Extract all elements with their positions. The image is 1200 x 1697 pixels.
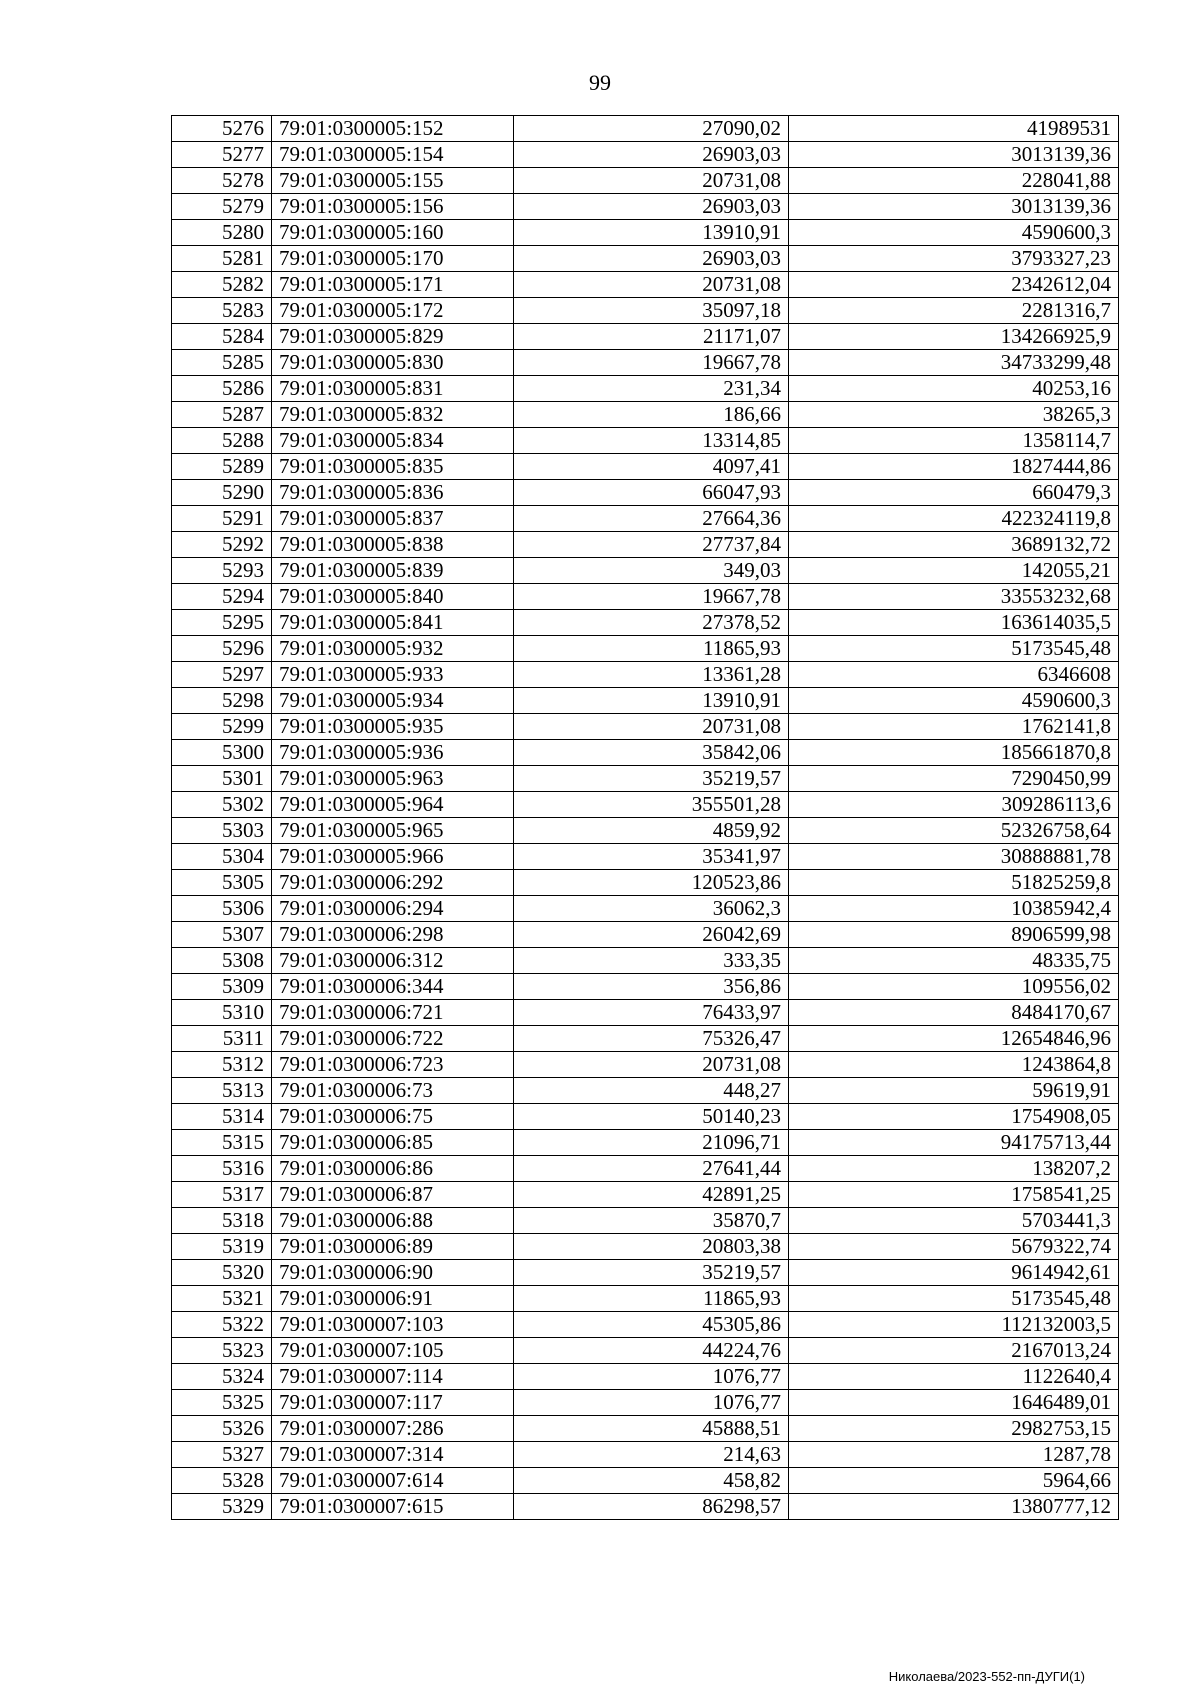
- area-cell: 35341,97: [514, 844, 789, 870]
- row-number-cell: 5322: [172, 1312, 272, 1338]
- row-number-cell: 5283: [172, 298, 272, 324]
- area-cell: 20731,08: [514, 168, 789, 194]
- cadastral-number-cell: 79:01:0300007:615: [272, 1494, 514, 1520]
- cadastral-number-cell: 79:01:0300005:934: [272, 688, 514, 714]
- table-row: [172, 506, 1119, 532]
- table-row: [172, 1468, 1119, 1494]
- cadastral-number-cell: 79:01:0300006:722: [272, 1026, 514, 1052]
- row-number-cell: 5312: [172, 1052, 272, 1078]
- cadastral-number-cell: 79:01:0300007:103: [272, 1312, 514, 1338]
- cadastral-number-cell: 79:01:0300006:85: [272, 1130, 514, 1156]
- cadastral-value-cell: 8906599,98: [789, 922, 1119, 948]
- table-row: [172, 376, 1119, 402]
- cadastral-number-cell: 79:01:0300007:314: [272, 1442, 514, 1468]
- cadastral-value-cell: 142055,21: [789, 558, 1119, 584]
- cadastral-number-cell: 79:01:0300007:117: [272, 1390, 514, 1416]
- area-cell: 35842,06: [514, 740, 789, 766]
- table-row: [172, 298, 1119, 324]
- table-row: [172, 324, 1119, 350]
- area-cell: 4859,92: [514, 818, 789, 844]
- cadastral-value-cell: 9614942,61: [789, 1260, 1119, 1286]
- cadastral-number-cell: 79:01:0300005:155: [272, 168, 514, 194]
- row-number-cell: 5278: [172, 168, 272, 194]
- cadastral-number-cell: 79:01:0300006:723: [272, 1052, 514, 1078]
- area-cell: 1076,77: [514, 1390, 789, 1416]
- table-row: [172, 1156, 1119, 1182]
- area-cell: 44224,76: [514, 1338, 789, 1364]
- cadastral-number-cell: 79:01:0300006:721: [272, 1000, 514, 1026]
- area-cell: 45888,51: [514, 1416, 789, 1442]
- row-number-cell: 5289: [172, 454, 272, 480]
- cadastral-value-cell: 8484170,67: [789, 1000, 1119, 1026]
- cadastral-value-cell: 228041,88: [789, 168, 1119, 194]
- area-cell: 35097,18: [514, 298, 789, 324]
- area-cell: 42891,25: [514, 1182, 789, 1208]
- row-number-cell: 5290: [172, 480, 272, 506]
- cadastral-number-cell: 79:01:0300007:114: [272, 1364, 514, 1390]
- area-cell: 349,03: [514, 558, 789, 584]
- cadastral-value-cell: 51825259,8: [789, 870, 1119, 896]
- table-row: [172, 610, 1119, 636]
- area-cell: 35219,57: [514, 766, 789, 792]
- area-cell: 20731,08: [514, 714, 789, 740]
- row-number-cell: 5317: [172, 1182, 272, 1208]
- row-number-cell: 5309: [172, 974, 272, 1000]
- table-row: [172, 142, 1119, 168]
- row-number-cell: 5315: [172, 1130, 272, 1156]
- cadastral-number-cell: 79:01:0300005:156: [272, 194, 514, 220]
- area-cell: 355501,28: [514, 792, 789, 818]
- area-cell: 448,27: [514, 1078, 789, 1104]
- table-row: [172, 636, 1119, 662]
- cadastral-value-cell: 40253,16: [789, 376, 1119, 402]
- row-number-cell: 5287: [172, 402, 272, 428]
- area-cell: 27737,84: [514, 532, 789, 558]
- table-row: [172, 532, 1119, 558]
- row-number-cell: 5292: [172, 532, 272, 558]
- row-number-cell: 5285: [172, 350, 272, 376]
- cadastral-value-cell: 309286113,6: [789, 792, 1119, 818]
- cadastral-number-cell: 79:01:0300005:170: [272, 246, 514, 272]
- area-cell: 26903,03: [514, 246, 789, 272]
- area-cell: 35219,57: [514, 1260, 789, 1286]
- row-number-cell: 5310: [172, 1000, 272, 1026]
- table-row: [172, 1312, 1119, 1338]
- area-cell: 20803,38: [514, 1234, 789, 1260]
- table-row: [172, 1078, 1119, 1104]
- cadastral-number-cell: 79:01:0300005:936: [272, 740, 514, 766]
- row-number-cell: 5316: [172, 1156, 272, 1182]
- area-cell: 13314,85: [514, 428, 789, 454]
- cadastral-value-cell: 1122640,4: [789, 1364, 1119, 1390]
- cadastral-value-cell: 94175713,44: [789, 1130, 1119, 1156]
- area-cell: 21096,71: [514, 1130, 789, 1156]
- table-row: [172, 818, 1119, 844]
- cadastral-number-cell: 79:01:0300006:91: [272, 1286, 514, 1312]
- cadastral-number-cell: 79:01:0300006:87: [272, 1182, 514, 1208]
- area-cell: 4097,41: [514, 454, 789, 480]
- cadastral-value-cell: 112132003,5: [789, 1312, 1119, 1338]
- row-number-cell: 5276: [172, 116, 272, 142]
- table-row: [172, 350, 1119, 376]
- cadastral-value-cell: 2342612,04: [789, 272, 1119, 298]
- cadastral-value-cell: 30888881,78: [789, 844, 1119, 870]
- area-cell: 27641,44: [514, 1156, 789, 1182]
- table-row: [172, 1208, 1119, 1234]
- cadastral-value-cell: 5679322,74: [789, 1234, 1119, 1260]
- cadastral-value-cell: 5173545,48: [789, 636, 1119, 662]
- row-number-cell: 5293: [172, 558, 272, 584]
- cadastral-value-cell: 3013139,36: [789, 142, 1119, 168]
- table-row: [172, 1416, 1119, 1442]
- cadastral-number-cell: 79:01:0300005:840: [272, 584, 514, 610]
- row-number-cell: 5305: [172, 870, 272, 896]
- cadastral-value-cell: 138207,2: [789, 1156, 1119, 1182]
- cadastral-value-cell: 5703441,3: [789, 1208, 1119, 1234]
- cadastral-number-cell: 79:01:0300005:160: [272, 220, 514, 246]
- table-row: [172, 1026, 1119, 1052]
- area-cell: 120523,86: [514, 870, 789, 896]
- row-number-cell: 5281: [172, 246, 272, 272]
- cadastral-number-cell: 79:01:0300006:298: [272, 922, 514, 948]
- cadastral-value-cell: 2982753,15: [789, 1416, 1119, 1442]
- row-number-cell: 5286: [172, 376, 272, 402]
- cadastral-number-cell: 79:01:0300006:292: [272, 870, 514, 896]
- row-number-cell: 5288: [172, 428, 272, 454]
- table-row: [172, 1000, 1119, 1026]
- area-cell: 75326,47: [514, 1026, 789, 1052]
- cadastral-value-cell: 1646489,01: [789, 1390, 1119, 1416]
- row-number-cell: 5279: [172, 194, 272, 220]
- cadastral-number-cell: 79:01:0300005:834: [272, 428, 514, 454]
- area-cell: 1076,77: [514, 1364, 789, 1390]
- table-row: [172, 246, 1119, 272]
- table-row: [172, 974, 1119, 1000]
- cadastral-value-cell: 10385942,4: [789, 896, 1119, 922]
- table-row: [172, 1130, 1119, 1156]
- cadastral-number-cell: 79:01:0300005:966: [272, 844, 514, 870]
- cadastral-number-cell: 79:01:0300005:932: [272, 636, 514, 662]
- table-row: [172, 896, 1119, 922]
- cadastral-value-cell: 134266925,9: [789, 324, 1119, 350]
- row-number-cell: 5301: [172, 766, 272, 792]
- cadastral-number-cell: 79:01:0300006:89: [272, 1234, 514, 1260]
- cadastral-value-cell: 34733299,48: [789, 350, 1119, 376]
- table-row: [172, 1364, 1119, 1390]
- cadastral-value-cell: 52326758,64: [789, 818, 1119, 844]
- area-cell: 333,35: [514, 948, 789, 974]
- table-row: [172, 454, 1119, 480]
- area-cell: 27664,36: [514, 506, 789, 532]
- cadastral-value-cell: 163614035,5: [789, 610, 1119, 636]
- cadastral-value-cell: 2167013,24: [789, 1338, 1119, 1364]
- row-number-cell: 5298: [172, 688, 272, 714]
- cadastral-number-cell: 79:01:0300005:830: [272, 350, 514, 376]
- cadastral-number-cell: 79:01:0300006:294: [272, 896, 514, 922]
- cadastral-number-cell: 79:01:0300005:832: [272, 402, 514, 428]
- cadastral-value-cell: 4590600,3: [789, 220, 1119, 246]
- table-row: [172, 1052, 1119, 1078]
- area-cell: 19667,78: [514, 350, 789, 376]
- cadastral-value-cell: 59619,91: [789, 1078, 1119, 1104]
- area-cell: 13361,28: [514, 662, 789, 688]
- row-number-cell: 5291: [172, 506, 272, 532]
- row-number-cell: 5313: [172, 1078, 272, 1104]
- row-number-cell: 5324: [172, 1364, 272, 1390]
- table-row: [172, 922, 1119, 948]
- area-cell: 11865,93: [514, 1286, 789, 1312]
- cadastral-number-cell: 79:01:0300007:614: [272, 1468, 514, 1494]
- cadastral-number-cell: 79:01:0300005:172: [272, 298, 514, 324]
- cadastral-number-cell: 79:01:0300005:154: [272, 142, 514, 168]
- area-cell: 50140,23: [514, 1104, 789, 1130]
- row-number-cell: 5284: [172, 324, 272, 350]
- cadastral-value-cell: 109556,02: [789, 974, 1119, 1000]
- cadastral-number-cell: 79:01:0300005:836: [272, 480, 514, 506]
- table-body: [172, 116, 1119, 1520]
- cadastral-number-cell: 79:01:0300005:933: [272, 662, 514, 688]
- table-row: [172, 480, 1119, 506]
- area-cell: 36062,3: [514, 896, 789, 922]
- document-footer: Николаева/2023-552-пп-ДУГИ(1): [888, 1669, 1085, 1684]
- cadastral-table-container: [171, 115, 1119, 1520]
- cadastral-number-cell: 79:01:0300005:835: [272, 454, 514, 480]
- table-row: [172, 402, 1119, 428]
- row-number-cell: 5311: [172, 1026, 272, 1052]
- row-number-cell: 5297: [172, 662, 272, 688]
- cadastral-number-cell: 79:01:0300006:86: [272, 1156, 514, 1182]
- row-number-cell: 5304: [172, 844, 272, 870]
- cadastral-value-cell: 1243864,8: [789, 1052, 1119, 1078]
- cadastral-value-cell: 2281316,7: [789, 298, 1119, 324]
- cadastral-value-cell: 7290450,99: [789, 766, 1119, 792]
- cadastral-value-cell: 3793327,23: [789, 246, 1119, 272]
- cadastral-number-cell: 79:01:0300006:88: [272, 1208, 514, 1234]
- cadastral-value-cell: 1380777,12: [789, 1494, 1119, 1520]
- row-number-cell: 5299: [172, 714, 272, 740]
- row-number-cell: 5280: [172, 220, 272, 246]
- table-row: [172, 558, 1119, 584]
- area-cell: 231,34: [514, 376, 789, 402]
- row-number-cell: 5325: [172, 1390, 272, 1416]
- row-number-cell: 5306: [172, 896, 272, 922]
- table-row: [172, 948, 1119, 974]
- cadastral-number-cell: 79:01:0300007:105: [272, 1338, 514, 1364]
- cadastral-number-cell: 79:01:0300007:286: [272, 1416, 514, 1442]
- area-cell: 11865,93: [514, 636, 789, 662]
- cadastral-number-cell: 79:01:0300005:838: [272, 532, 514, 558]
- area-cell: 21171,07: [514, 324, 789, 350]
- table-row: [172, 662, 1119, 688]
- table-row: [172, 766, 1119, 792]
- table-row: [172, 1182, 1119, 1208]
- area-cell: 20731,08: [514, 1052, 789, 1078]
- area-cell: 356,86: [514, 974, 789, 1000]
- cadastral-number-cell: 79:01:0300006:312: [272, 948, 514, 974]
- table-row: [172, 1390, 1119, 1416]
- row-number-cell: 5303: [172, 818, 272, 844]
- table-row: [172, 1442, 1119, 1468]
- row-number-cell: 5323: [172, 1338, 272, 1364]
- cadastral-number-cell: 79:01:0300005:935: [272, 714, 514, 740]
- cadastral-value-cell: 1762141,8: [789, 714, 1119, 740]
- cadastral-value-cell: 1827444,86: [789, 454, 1119, 480]
- row-number-cell: 5296: [172, 636, 272, 662]
- area-cell: 458,82: [514, 1468, 789, 1494]
- row-number-cell: 5302: [172, 792, 272, 818]
- table-row: [172, 194, 1119, 220]
- area-cell: 19667,78: [514, 584, 789, 610]
- cadastral-number-cell: 79:01:0300005:965: [272, 818, 514, 844]
- row-number-cell: 5282: [172, 272, 272, 298]
- table-row: [172, 220, 1119, 246]
- cadastral-value-cell: 3689132,72: [789, 532, 1119, 558]
- row-number-cell: 5328: [172, 1468, 272, 1494]
- cadastral-value-cell: 6346608: [789, 662, 1119, 688]
- cadastral-value-cell: 33553232,68: [789, 584, 1119, 610]
- area-cell: 13910,91: [514, 688, 789, 714]
- table-row: [172, 688, 1119, 714]
- cadastral-number-cell: 79:01:0300005:963: [272, 766, 514, 792]
- cadastral-value-cell: 1287,78: [789, 1442, 1119, 1468]
- row-number-cell: 5321: [172, 1286, 272, 1312]
- cadastral-value-cell: 422324119,8: [789, 506, 1119, 532]
- cadastral-number-cell: 79:01:0300006:90: [272, 1260, 514, 1286]
- row-number-cell: 5294: [172, 584, 272, 610]
- area-cell: 66047,93: [514, 480, 789, 506]
- cadastral-value-cell: 38265,3: [789, 402, 1119, 428]
- table-row: [172, 740, 1119, 766]
- cadastral-value-cell: 5964,66: [789, 1468, 1119, 1494]
- area-cell: 26903,03: [514, 194, 789, 220]
- row-number-cell: 5320: [172, 1260, 272, 1286]
- row-number-cell: 5300: [172, 740, 272, 766]
- row-number-cell: 5326: [172, 1416, 272, 1442]
- cadastral-value-cell: 1358114,7: [789, 428, 1119, 454]
- cadastral-number-cell: 79:01:0300005:831: [272, 376, 514, 402]
- area-cell: 26042,69: [514, 922, 789, 948]
- area-cell: 26903,03: [514, 142, 789, 168]
- table-row: [172, 428, 1119, 454]
- row-number-cell: 5308: [172, 948, 272, 974]
- cadastral-value-cell: 41989531: [789, 116, 1119, 142]
- cadastral-value-cell: 4590600,3: [789, 688, 1119, 714]
- row-number-cell: 5314: [172, 1104, 272, 1130]
- cadastral-value-cell: 48335,75: [789, 948, 1119, 974]
- table-row: [172, 1234, 1119, 1260]
- cadastral-value-cell: 1758541,25: [789, 1182, 1119, 1208]
- area-cell: 214,63: [514, 1442, 789, 1468]
- table-row: [172, 844, 1119, 870]
- cadastral-value-cell: 3013139,36: [789, 194, 1119, 220]
- page-number: 99: [589, 70, 611, 95]
- cadastral-number-cell: 79:01:0300006:344: [272, 974, 514, 1000]
- area-cell: 13910,91: [514, 220, 789, 246]
- area-cell: 27090,02: [514, 116, 789, 142]
- cadastral-number-cell: 79:01:0300006:75: [272, 1104, 514, 1130]
- table-row: [172, 272, 1119, 298]
- area-cell: 20731,08: [514, 272, 789, 298]
- area-cell: 86298,57: [514, 1494, 789, 1520]
- cadastral-value-cell: 12654846,96: [789, 1026, 1119, 1052]
- area-cell: 35870,7: [514, 1208, 789, 1234]
- cadastral-number-cell: 79:01:0300005:964: [272, 792, 514, 818]
- row-number-cell: 5295: [172, 610, 272, 636]
- table-row: [172, 1494, 1119, 1520]
- area-cell: 76433,97: [514, 1000, 789, 1026]
- table-row: [172, 116, 1119, 142]
- row-number-cell: 5307: [172, 922, 272, 948]
- cadastral-value-cell: 1754908,05: [789, 1104, 1119, 1130]
- table-row: [172, 1104, 1119, 1130]
- table-row: [172, 584, 1119, 610]
- table-row: [172, 1286, 1119, 1312]
- table-row: [172, 1338, 1119, 1364]
- area-cell: 45305,86: [514, 1312, 789, 1338]
- cadastral-table: [171, 115, 1119, 1520]
- cadastral-value-cell: 660479,3: [789, 480, 1119, 506]
- cadastral-number-cell: 79:01:0300005:841: [272, 610, 514, 636]
- cadastral-number-cell: 79:01:0300005:839: [272, 558, 514, 584]
- table-row: [172, 714, 1119, 740]
- cadastral-number-cell: 79:01:0300005:171: [272, 272, 514, 298]
- table-row: [172, 792, 1119, 818]
- cadastral-value-cell: 5173545,48: [789, 1286, 1119, 1312]
- cadastral-number-cell: 79:01:0300005:152: [272, 116, 514, 142]
- cadastral-number-cell: 79:01:0300006:73: [272, 1078, 514, 1104]
- table-row: [172, 168, 1119, 194]
- row-number-cell: 5327: [172, 1442, 272, 1468]
- area-cell: 186,66: [514, 402, 789, 428]
- cadastral-number-cell: 79:01:0300005:829: [272, 324, 514, 350]
- row-number-cell: 5318: [172, 1208, 272, 1234]
- table-row: [172, 870, 1119, 896]
- area-cell: 27378,52: [514, 610, 789, 636]
- cadastral-value-cell: 185661870,8: [789, 740, 1119, 766]
- row-number-cell: 5277: [172, 142, 272, 168]
- table-row: [172, 1260, 1119, 1286]
- row-number-cell: 5319: [172, 1234, 272, 1260]
- row-number-cell: 5329: [172, 1494, 272, 1520]
- cadastral-number-cell: 79:01:0300005:837: [272, 506, 514, 532]
